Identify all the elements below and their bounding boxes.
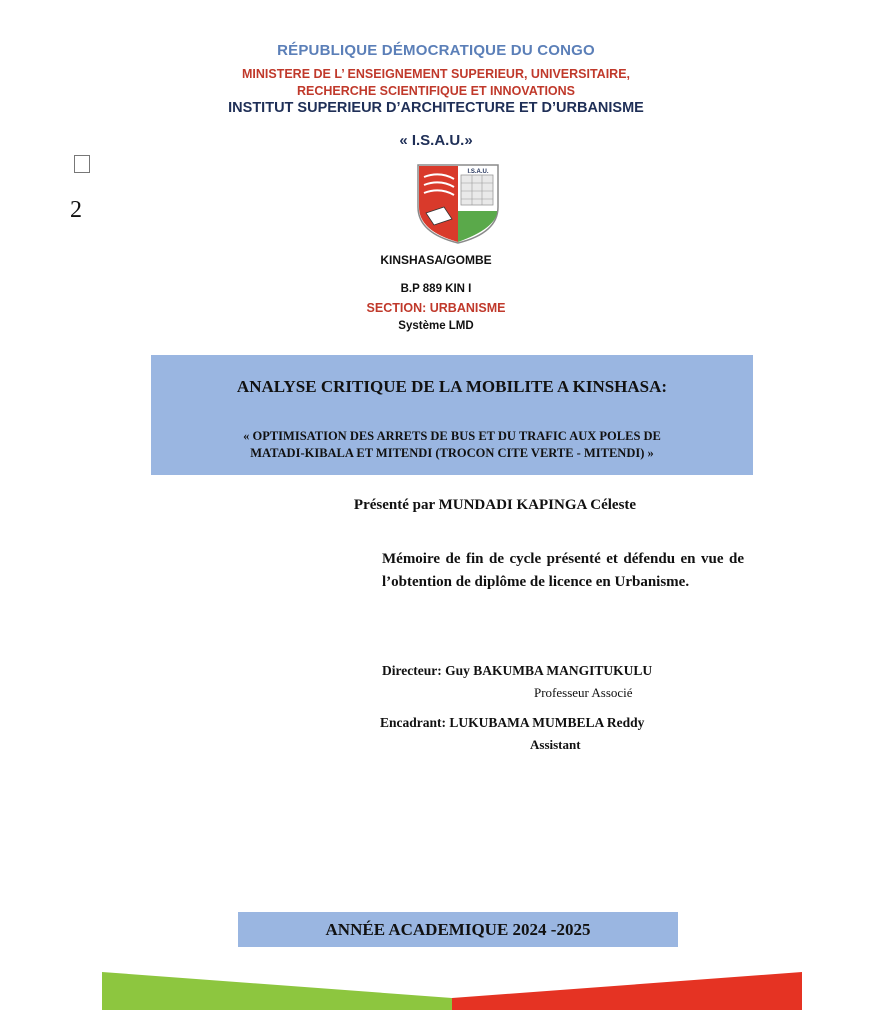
- author-line: Présenté par MUNDADI KAPINGA Céleste: [353, 497, 637, 513]
- thesis-subtitle: [171, 428, 733, 462]
- director-line: Directeur: Guy BAKUMBA MANGITUKULU: [382, 663, 653, 678]
- isau-logo: [414, 163, 502, 245]
- page-number: 2: [70, 197, 82, 223]
- academic-year-box: [238, 912, 678, 947]
- checkbox-icon[interactable]: [74, 155, 90, 173]
- encadrant-line: Encadrant: LUKUBAMA MUMBELA Reddy: [380, 715, 645, 730]
- ministry-heading: [0, 66, 872, 100]
- city-text: KINSHASA/GOMBE: [380, 253, 492, 267]
- system-text: Système LMD: [398, 320, 474, 332]
- title-box: [151, 355, 753, 475]
- memoire-description: Mémoire de fin de cycle présenté et défendu en vue de l’obtention de diplôme de licence en Urbanisme.: [382, 551, 744, 590]
- svg-text:I.S.A.U.: I.S.A.U.: [467, 169, 489, 175]
- encadrant-title: Assistant: [530, 737, 581, 752]
- footer-band: [102, 970, 802, 1012]
- institute-acronym: « I.S.A.U.»: [399, 132, 473, 149]
- institute-heading: INSTITUT SUPERIEUR D’ARCHITECTURE ET D’URBANISME: [228, 100, 644, 116]
- ministry-line-2: RECHERCHE SCIENTIFIQUE ET INNOVATIONS: [296, 84, 576, 98]
- thesis-title: ANALYSE CRITIQUE DE LA MOBILITE A KINSHASA:: [236, 377, 668, 396]
- country-heading: RÉPUBLIQUE DÉMOCRATIQUE DU CONGO: [277, 42, 595, 59]
- section-text: SECTION: URBANISME: [366, 301, 506, 315]
- subtitle-line-1: « OPTIMISATION DES ARRETS DE BUS ET DU TRAFIC AUX POLES DE: [243, 429, 661, 443]
- academic-year: ANNÉE ACADEMIQUE 2024 -2025: [325, 919, 591, 939]
- ministry-line-1: MINISTERE DE L’ ENSEIGNEMENT SUPERIEUR, UNIVERSITAIRE,: [241, 67, 631, 81]
- director-title: Professeur Associé: [534, 685, 633, 700]
- subtitle-line-2: MATADI-KIBALA ET MITENDI (TROCON CITE VERTE - MITENDI) »: [250, 446, 654, 460]
- postal-box: B.P 889 KIN I: [400, 283, 472, 295]
